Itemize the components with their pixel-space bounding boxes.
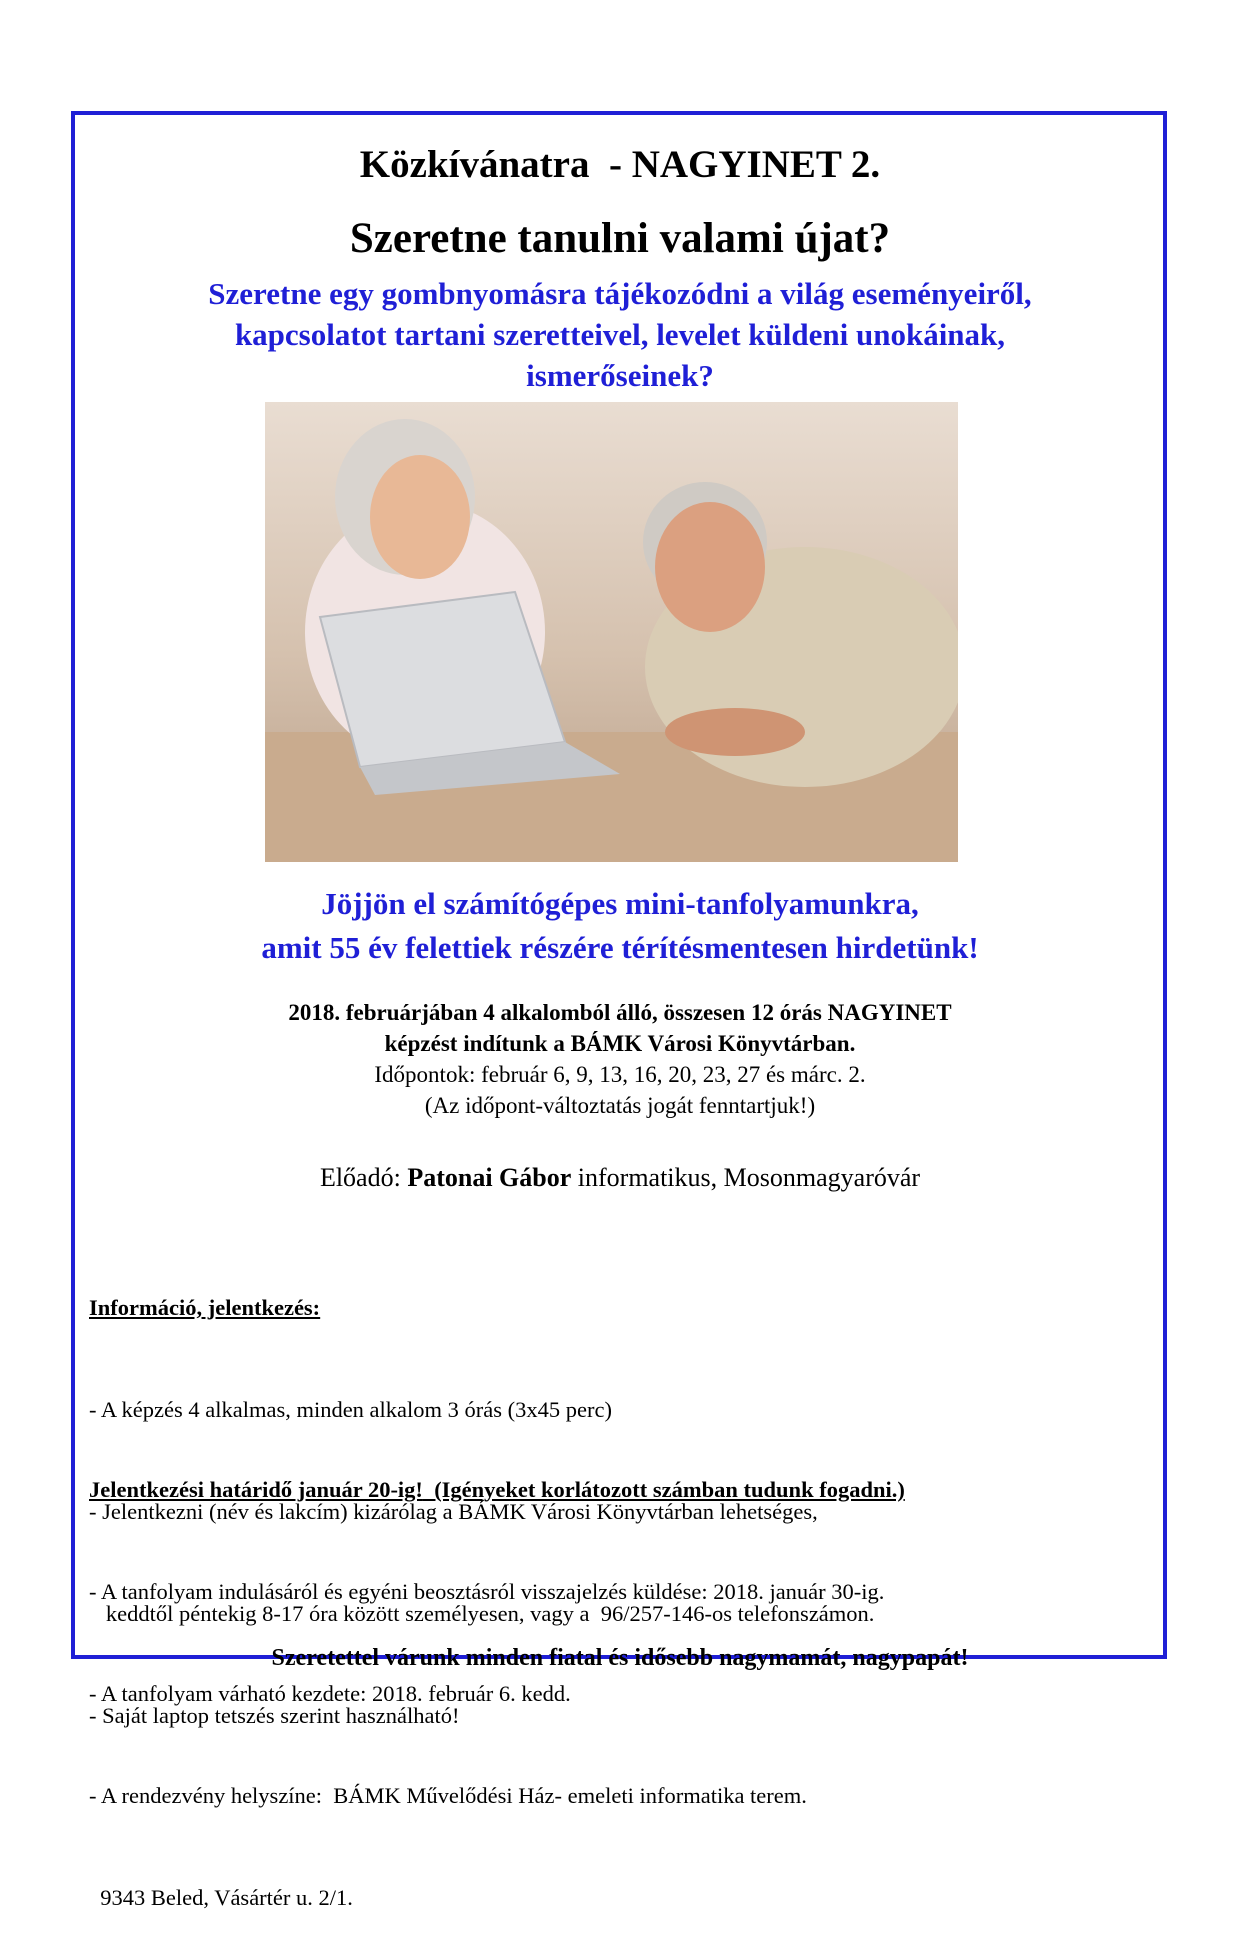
presenter-name: Patonai Gábor xyxy=(407,1163,572,1192)
deadline-line: - A tanfolyam várható kezdete: 2018. február 6. kedd. xyxy=(89,1681,571,1706)
question-line: kapcsolatot tartani szeretteivel, levelet küldeni unokáinak, xyxy=(234,317,1006,352)
info-line: - A képzés 4 alkalmas, minden alkalom 3 órás (3x45 perc) xyxy=(89,1397,612,1422)
woman-face xyxy=(370,455,470,579)
deadline-line: - A rendezvény helyszíne: BÁMK Művelődési Ház- emeleti informatika terem. xyxy=(89,1783,807,1808)
deadline-line: 9343 Beled, Vásártér u. 2/1. xyxy=(89,1885,353,1910)
seniors-laptop-photo xyxy=(265,402,958,862)
presenter-title: informatikus, Mosonmagyaróvár xyxy=(571,1163,921,1192)
schedule-disclaimer: (Az időpont-változtatás jogát fenntartjuk!) xyxy=(424,1093,816,1118)
details-line: 2018. februárjában 4 alkalomból álló, összesen 12 órás NAGYINET xyxy=(288,1000,952,1025)
course-details xyxy=(0,997,1240,1121)
man-arm xyxy=(665,708,805,756)
flyer-title: Közkívánatra - NAGYINET 2. xyxy=(359,143,881,186)
info-heading: Információ, jelentkezés: xyxy=(89,1295,321,1320)
presenter-label: Előadó: xyxy=(319,1163,408,1192)
question-line: Szeretne egy gombnyomásra tájékozódni a világ eseményeiről, xyxy=(208,276,1032,311)
info-line: keddtől péntekig 8-17 óra között személyesen, vagy a 96/257-146-os telefonszámon. xyxy=(89,1601,875,1626)
question-line: ismerőseinek? xyxy=(526,358,714,393)
photo-illustration xyxy=(265,402,958,862)
presenter-line xyxy=(0,1163,1240,1193)
question-block xyxy=(0,273,1240,396)
info-line: - Jelentkezni (név és lakcím) kizárólag a BÁMK Városi Könyvtárban lehetséges, xyxy=(89,1499,818,1524)
deadline-line: - A tanfolyam indulásáról és egyéni beosztásról visszajelzés küldése: 2018. január 30-ig. xyxy=(89,1579,885,1604)
deadline-section xyxy=(89,1405,905,1949)
info-line: - Saját laptop tetszés szerint használható! xyxy=(89,1703,460,1728)
course-dates: Időpontok: február 6, 9, 13, 16, 20, 23, 27 és márc. 2. xyxy=(374,1062,866,1087)
closing-line: Szeretettel várunk minden fiatal és idősebb nagymamát, nagypapát! xyxy=(271,1645,969,1671)
deadline-heading: Jelentkezési határidő január 20-ig! xyxy=(89,1477,423,1502)
flyer-subtitle: Szeretne tanulni valami újat? xyxy=(349,215,891,262)
invitation-line: amit 55 év felettiek részére térítésmentesen hirdetünk! xyxy=(261,930,979,965)
invitation-line: Jöjjön el számítógépes mini-tanfolyamunkra, xyxy=(321,886,919,921)
details-line: képzést indítunk a BÁMK Városi Könyvtárban. xyxy=(384,1031,856,1056)
man-face xyxy=(655,502,765,632)
deadline-note: (Igényeket korlátozott számban tudunk fogadni.) xyxy=(422,1477,905,1502)
invitation-block xyxy=(0,882,1240,970)
